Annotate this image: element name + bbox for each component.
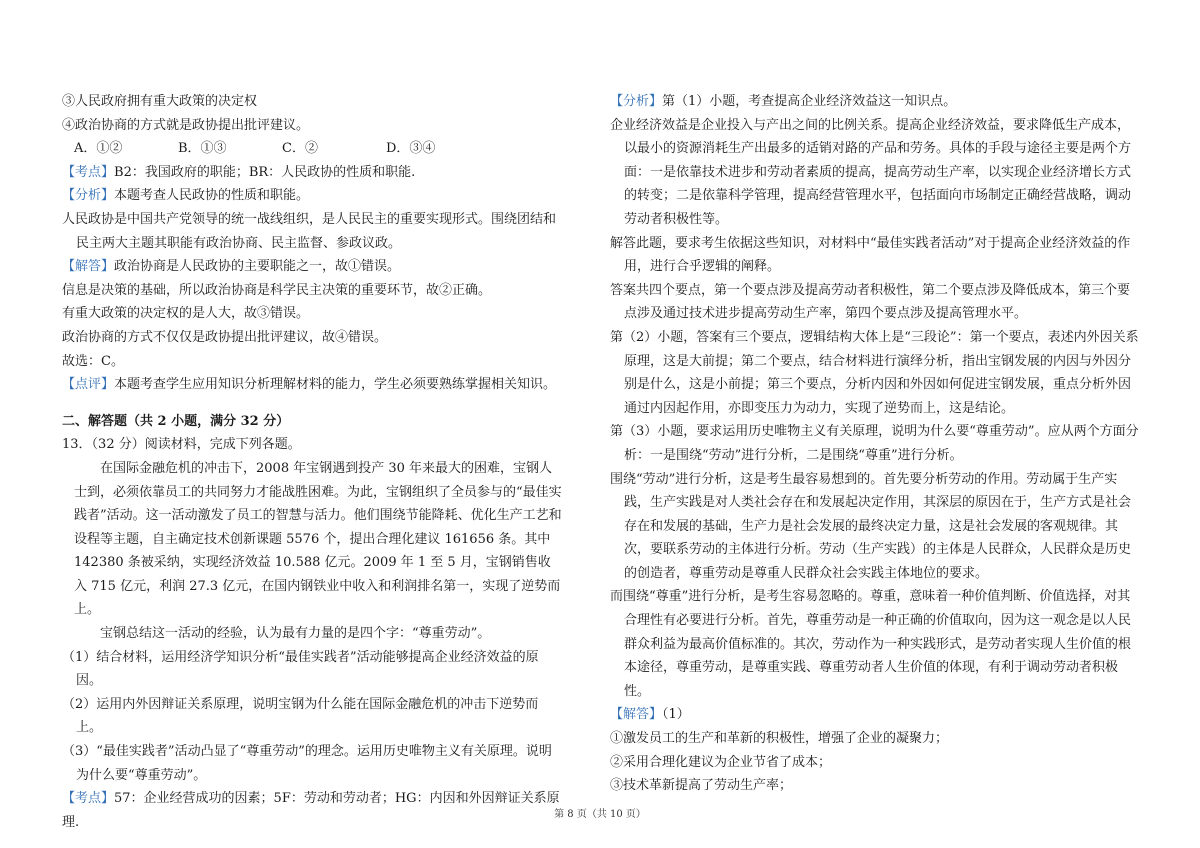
r-jieda-line — [610, 703, 1142, 727]
choice-a: A．①② — [74, 141, 123, 157]
r-paragraph-4: 第（2）小题，答案有三个要点，逻辑结构大体上是“三段论”：第一个要点，表述内外因关系原理，这是大前提；第二个要点，结合材料进行演绎分析，指出宝钢发展的内因与外因分别是什么，这是小前提；第三个要点，分析内因和外因如何促进宝钢发展，重点分析外因通过内因起作用，亦即变压力为动力，实现了逆势而上，这是结论。 — [610, 329, 1139, 416]
r-paragraph-2: 解答此题，要求考生依据这些知识，对材料中“最佳实践者活动”对于提高企业经济效益的作用，进行合乎逻辑的阐释。 — [610, 235, 1131, 275]
jieda-line-5: 故选：C。 — [62, 353, 124, 369]
fenxi-tag: 【分析】 — [62, 188, 115, 204]
right-column — [610, 90, 1142, 798]
q13-kaodian-text: 57：企业经营成功的因素；5F：劳动和劳动者；HG：内因和外因辩证关系原理. — [62, 791, 560, 830]
r-paragraph-5: 第（3）小题，要求运用历史唯物主义有关原理，说明为什么要“尊重劳动”。应从两个方面分析：一是围绕“劳动”进行分析，二是围绕“尊重”进行分析。 — [610, 424, 1139, 463]
kaodian-tag: 【考点】 — [62, 164, 115, 180]
q13-sub-1: （1）结合材料，运用经济学知识分析“最佳实践者”活动能够提高企业经济效益的原因。 — [62, 649, 539, 689]
r-paragraph-3: 答案共四个要点，第一个要点涉及提高劳动者积极性，第二个要点涉及降低成本，第三个要点涉及通过技术进步提高劳动生产率，第四个要点涉及提高管理水平。 — [610, 282, 1131, 322]
r-paragraph-7: 而围绕“尊重”进行分析，是考生容易忽略的。尊重，意味着一种价值判断、价值选择，对其合理性有必要进行分析。首先，尊重劳动是一种正确的价值取向，因为这一观念是以人民群众利益为最高价值标准的。其次，劳动作为一种实践形式，是劳动者实现人生价值的根本途径，尊重劳动，是尊重实践、尊重劳动者人生价值的体现，有利于调动劳动者积极性。 — [610, 589, 1132, 699]
choice-c: C．② — [282, 141, 318, 157]
choice-d: D．③④ — [386, 141, 436, 157]
q13-sub-2: （2）运用内外因辩证关系原理，说明宝钢为什么能在国际金融危机的冲击下逆势而上。 — [62, 696, 539, 736]
dianping-line — [62, 373, 562, 397]
r-paragraph-1: 企业经济效益是企业投入与产出之间的比例关系。提高企业经济效益，要求降低生产成本，以最小的资源消耗生产出最多的适销对路的产品和劳务。具体的手段与途径主要是两个方面：一是依靠技术进步和劳动者素质的提高，提高劳动生产率，以实现企业经济增长方式的转变；二是依靠科学管理，提高经营管理水平，包括面向市场制定正确经营战略，调动劳动者积极性等。 — [610, 117, 1132, 227]
kaodian-text: B2：我国政府的职能；BR：人民政协的性质和职能. — [114, 164, 416, 180]
fenxi-paragraph: 人民政协是中国共产党领导的统一战线组织，是人民民主的重要实现形式。围绕团结和民主两大主题其职能有政治协商、民主监督、参政议政。 — [62, 211, 557, 251]
choice-b: B．①③ — [178, 141, 227, 157]
r-jieda-text: （1） — [662, 707, 690, 723]
left-column — [62, 90, 562, 834]
r-answer-1: ①激发员工的生产和革新的积极性，增强了企业的凝聚力； — [610, 731, 949, 747]
jieda-line — [62, 255, 562, 279]
r-answer-3: ③技术革新提高了劳动生产率； — [610, 778, 793, 794]
r-paragraph-6: 围绕“劳动”进行分析，这是考生最容易想到的。首先要分析劳动的作用。劳动属于生产实践，生产实践是对人类社会存在和发展起决定作用，其深层的原因在于，生产方式是社会存在和发展的基础，生产力是社会发展的最终决定力量，这是社会发展的客观规律。其次，要联系劳动的主体进行分析。劳动（生产实践）的主体是人民群众，人民群众是历史的创造者，尊重劳动是尊重人民群众社会实践主体地位的要求。 — [610, 471, 1132, 581]
q13-kaodian-tag: 【考点】 — [62, 791, 115, 807]
r-fenxi-text: 第（1）小题，考查提高企业经济效益这一知识点。 — [662, 94, 957, 109]
r-fenxi-line — [610, 90, 1142, 114]
jieda-tag: 【解答】 — [62, 259, 115, 275]
q13-material-2: 宝钢总结这一活动的经验，认为最有力量的是四个字：“尊重劳动”。 — [100, 626, 491, 642]
jieda-line-2: 信息是决策的基础，所以政治协商是科学民主决策的重要环节，故②正确。 — [62, 282, 492, 298]
jieda-line-4: 政治协商的方式不仅仅是政协提出批评建议，故④错误。 — [62, 329, 388, 345]
fenxi-text: 本题考查人民政协的性质和职能。 — [114, 188, 310, 204]
r-jieda-tag: 【解答】 — [610, 707, 663, 723]
q12-item-3: ③人民政府拥有重大政策的决定权 — [62, 94, 258, 109]
fenxi-line — [62, 184, 562, 208]
q12-item-4: ④政治协商的方式就是政协提出批评建议。 — [62, 117, 310, 133]
dianping-text: 本题考查学生应用知识分析理解材料的能力，学生必须要熟练掌握相关知识。 — [114, 377, 557, 393]
q13-intro: 13．（32 分）阅读材料，完成下列各题。 — [62, 437, 301, 453]
jieda-line-3: 有重大政策的决定权的是人大，故③错误。 — [62, 306, 310, 322]
jieda-text: 政治协商是人民政协的主要职能之一，故①错误。 — [114, 259, 401, 275]
r-answer-2: ②采用合理化建议为企业节省了成本； — [610, 754, 832, 770]
section-heading: 二、解答题（共 2 小题，满分 32 分） — [62, 413, 290, 429]
r-fenxi-tag: 【分析】 — [610, 94, 663, 109]
q13-material-1: 在国际金融危机的冲击下，2008 年宝钢遇到投产 30 年来最大的困难，宝钢人士到，必须依靠员工的共同努力才能战胜困难。为此，宝钢组织了全员参与的“最佳实践者”活动。这一活动激发了员工的智慧与活力。他们围绕节能降耗、优化生产工艺和设程等主题，自主确定技术创新课题 5576 个，提出合理化建议 161656 条。其中 142380 条被采纳，实现经济效益 10.588 亿元。2009 年 1 至 5 月，宝钢销售收入 715 亿元，利润 27.3 亿元，在国内钢铁业中收入和利润排名第一，实现了逆势而上。 — [74, 460, 562, 618]
kaodian-line — [62, 161, 562, 185]
answer-choices — [62, 137, 562, 161]
q13-sub-3: （3）“最佳实践者”活动凸显了“尊重劳动”的理念。运用历史唯物主义有关原理。说明为什么要“尊重劳动”。 — [62, 744, 552, 783]
dianping-tag: 【点评】 — [62, 377, 115, 393]
page-footer: 第 8 页（共 10 页） — [554, 809, 646, 820]
